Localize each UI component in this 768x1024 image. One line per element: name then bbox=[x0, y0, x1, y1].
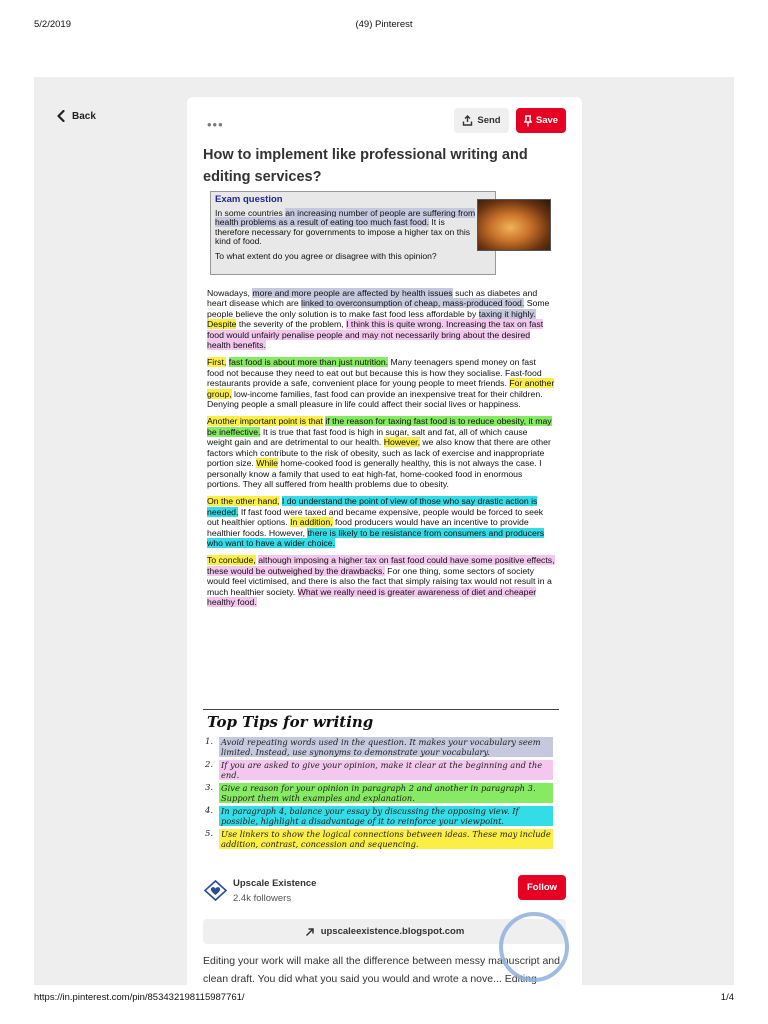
essay-segment: food producers would have an incentive to provide healthier foods. However, bbox=[207, 517, 529, 538]
essay-segment: Despite bbox=[207, 319, 237, 330]
fast-food-photo bbox=[477, 199, 551, 251]
essay-segment: What we really need is greater awareness of diet and cheaper healthy food. bbox=[207, 586, 537, 607]
tip-number: 1. bbox=[205, 737, 214, 747]
essay-segment: On the other hand, bbox=[207, 496, 280, 507]
essay-segment: taxing it highly. bbox=[478, 308, 536, 319]
author-name[interactable]: Upscale Existence bbox=[233, 878, 317, 889]
essay-paragraph-2 bbox=[207, 357, 555, 409]
pushpin-icon bbox=[524, 115, 532, 127]
print-tab-title: (49) Pinterest bbox=[355, 19, 413, 30]
heart-diamond-logo[interactable] bbox=[203, 878, 228, 903]
back-button[interactable] bbox=[56, 110, 96, 122]
author-row bbox=[203, 873, 563, 913]
exam-text-before: In some countries bbox=[215, 207, 286, 218]
essay-paragraph-4 bbox=[207, 496, 555, 548]
essay-segment: home-cooked food is generally healthy, this is not always the case. I personally know a family that used to eat high-fat, home-cooked food in enormous portions. They all suffered from health problems due to obesity. bbox=[207, 458, 542, 489]
tip-text: In paragraph 4, balance your essay by discussing the opposing view. If possible, highlight a disadvantage of it to reinforce your viewpoint. bbox=[219, 806, 553, 826]
save-label: Save bbox=[535, 115, 559, 126]
tip-number: 3. bbox=[205, 783, 214, 793]
essay-segment: For one thing, some sectors of society would feel victimised, and there is also the fact that simply raising tax would not result in a much healthier society. bbox=[207, 565, 552, 597]
essay-segment: Many teenagers spend money on fast food not because they need to eat out but because this is how they socialise. Fast-food restaurants provide a safe, convenient place for young people to meet friends. bbox=[207, 357, 542, 389]
tip-item bbox=[205, 829, 557, 849]
essay-segment: I do understand the point of view of those who say drastic action is needed. bbox=[207, 496, 538, 517]
tip-item bbox=[205, 760, 557, 780]
pin-card bbox=[187, 97, 582, 985]
essay-segment: For another group, bbox=[207, 378, 555, 399]
print-page-number: 1/4 bbox=[720, 992, 734, 1003]
tip-item bbox=[205, 806, 557, 826]
essay-segment: While bbox=[256, 458, 278, 469]
essay-segment: First, bbox=[207, 357, 227, 368]
exam-question-heading: Exam question bbox=[215, 194, 283, 205]
follow-button[interactable]: Follow bbox=[518, 875, 566, 900]
essay-segment: linked to overconsumption of cheap, mass-produced food. bbox=[301, 298, 525, 309]
essay-segment: If fast food were taxed and became expensive, people would be forced to seek out healthier options. bbox=[207, 506, 544, 528]
essay-segment: such as diabetes and heart disease which are bbox=[207, 288, 538, 309]
send-button[interactable] bbox=[454, 108, 509, 133]
exam-question-box bbox=[210, 191, 496, 275]
pin-page bbox=[34, 77, 734, 985]
essay-segment: although imposing a higher tax on fast food could have some positive effects, these would be outweighed by the drawbacks. bbox=[207, 555, 555, 576]
essay-segment: It is true that fast food is high in sugar, salt and fat, all of which cause weight gain and are detrimental to our health. bbox=[207, 426, 528, 448]
tips-divider bbox=[203, 709, 559, 710]
exam-text-after: It is therefore necessary for governments to impose a higher tax on this kind of food. bbox=[215, 217, 471, 246]
pin-title: How to implement like professional writing and editing services? bbox=[203, 147, 528, 185]
essay-segment: Another important point is that bbox=[207, 416, 323, 427]
send-label: Send bbox=[477, 115, 501, 126]
touch-indicator bbox=[499, 912, 569, 982]
essay-segment: In addition, bbox=[290, 517, 333, 528]
essay-segment: Some people believe the only solution is to make fast food less affordable by bbox=[207, 298, 550, 319]
tip-item bbox=[205, 737, 557, 757]
share-upload-icon bbox=[462, 115, 473, 126]
tip-item bbox=[205, 783, 557, 803]
back-label: Back bbox=[72, 110, 96, 122]
essay-segment: However, bbox=[383, 437, 420, 448]
essay-segment: there is likely to be resistance from consumers and producers who want to have a wider choice. bbox=[207, 527, 545, 548]
save-button[interactable] bbox=[516, 108, 566, 133]
exam-text-highlight: an increasing number of people are suffering from health problems as a result of eating too much fast food. bbox=[215, 207, 476, 227]
exam-question-text bbox=[215, 209, 477, 247]
arrow-up-right-icon bbox=[305, 927, 315, 937]
pin-image[interactable] bbox=[203, 191, 559, 857]
tip-text: Avoid repeating words used in the question. It makes your vocabulary seem limited. Instead, use synonyms to demonstrate your vocabulary. bbox=[219, 737, 553, 757]
essay-segment: I think this is quite wrong. Increasing the tax on fast food would unfairly penalise people and may not necessarily bring about the desired health benefits. bbox=[207, 319, 544, 351]
essay-segment: if the reason for taxing fast food is to reduce obesity, it may be ineffective. bbox=[207, 416, 552, 437]
tips-list bbox=[205, 737, 557, 852]
print-date: 5/2/2019 bbox=[34, 19, 71, 30]
essay-segment: more and more people are affected by health issues bbox=[252, 288, 453, 298]
tip-number: 5. bbox=[205, 829, 214, 839]
essay-segment: Nowadays, bbox=[207, 288, 253, 298]
chevron-left-icon bbox=[56, 110, 66, 122]
pin-description: Editing your work will make all the difference between messy manuscript and clean draft. You did what you said you would and wrote a nove... Editing bbox=[203, 955, 560, 985]
tip-number: 2. bbox=[205, 760, 214, 770]
essay-segment: we also know that there are other factors which contribute to the risk of obesity, such as lack of exercise and inappropriate portion size. bbox=[207, 437, 551, 469]
tip-text: Give a reason for your opinion in paragraph 2 and another in paragraph 3. Support them with examples and explanation. bbox=[219, 783, 553, 803]
print-url: https://in.pinterest.com/pin/853432198115987761/ bbox=[34, 992, 245, 1003]
tips-title: Top Tips for writing bbox=[207, 713, 374, 731]
essay-paragraph-1 bbox=[207, 288, 555, 350]
tip-text: If you are asked to give your opinion, make it clear at the beginning and the end. bbox=[219, 760, 553, 780]
tip-text: Use linkers to show the logical connections between ideas. These may include addition, contrast, concession and sequencing. bbox=[219, 829, 553, 849]
essay-segment: low-income families, fast food can provide an inexpensive treat for their children. Denying people a small pleasure in life could affect their social lives or happiness. bbox=[207, 388, 543, 410]
essay-segment: To conclude, bbox=[207, 555, 256, 566]
essay-segment: the severity of the problem, bbox=[236, 319, 347, 330]
tip-number: 4. bbox=[205, 806, 214, 816]
exam-question-prompt: To what extent do you agree or disagree with this opinion? bbox=[215, 250, 437, 261]
source-link-label: upscaleexistence.blogspot.com bbox=[320, 926, 465, 937]
essay-paragraph-3 bbox=[207, 416, 555, 489]
more-options-button[interactable]: ••• bbox=[207, 117, 224, 132]
essay-segment: fast food is about more than just nutrition. bbox=[228, 357, 389, 368]
essay-text bbox=[207, 288, 555, 614]
essay-paragraph-5 bbox=[207, 555, 555, 607]
follower-count: 2.4k followers bbox=[233, 893, 292, 904]
